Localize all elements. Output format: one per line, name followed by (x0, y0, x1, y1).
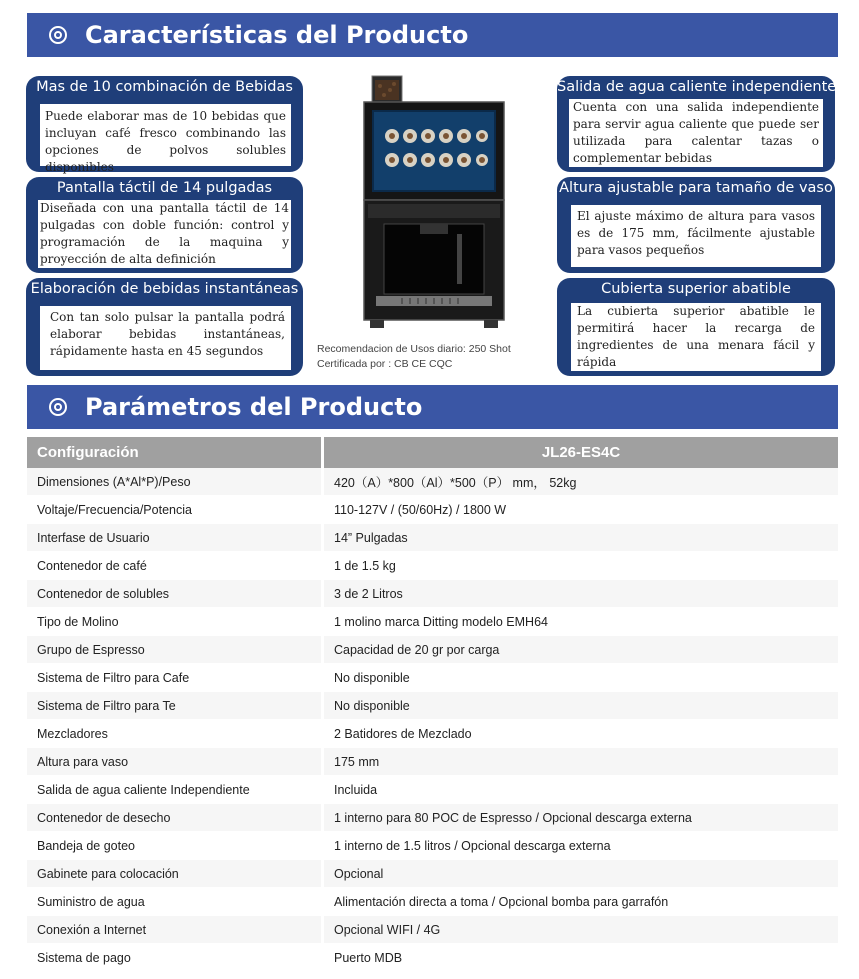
table-row (27, 552, 838, 580)
feature-body: Con tan solo pulsar la pantalla podrá elaborar bebidas instantáneas, rápidamente hasta en 45 segundos (40, 306, 291, 370)
feature-title: Cubierta superior abatible (601, 281, 791, 297)
param-value: 3 de 2 Litros (323, 580, 839, 608)
param-value: Puerto MDB (323, 944, 839, 972)
coffee-machine-icon (362, 74, 506, 330)
table-row (27, 608, 838, 636)
param-value: 1 molino marca Ditting modelo EMH64 (323, 608, 839, 636)
param-label: Interfase de Usuario (27, 524, 323, 552)
param-value: 175 mm (323, 748, 839, 776)
param-value: 1 interno de 1.5 litros / Opcional descarga externa (323, 832, 839, 860)
header-model: JL26-ES4C (323, 437, 839, 468)
param-label: Gabinete para colocación (27, 860, 323, 888)
feature-title: Mas de 10 combinación de Bebidas (36, 79, 293, 95)
feature-card-bebidas (26, 76, 303, 172)
target-icon (49, 398, 67, 416)
table-header-row (27, 437, 838, 468)
param-value: No disponible (323, 692, 839, 720)
param-label: Salida de agua caliente Independiente (27, 776, 323, 804)
param-value: Incluida (323, 776, 839, 804)
table-row (27, 580, 838, 608)
param-label: Suministro de agua (27, 888, 323, 916)
param-label: Sistema de pago (27, 944, 323, 972)
table-row (27, 776, 838, 804)
param-value: 14” Pulgadas (323, 524, 839, 552)
param-label: Contenedor de desecho (27, 804, 323, 832)
table-row (27, 720, 838, 748)
table-body (27, 468, 838, 972)
feature-body: El ajuste máximo de altura para vasos es de 175 mm, fácilmente ajustable para vasos pequeños (571, 205, 821, 267)
feature-card-agua-caliente (557, 76, 835, 172)
feature-body: La cubierta superior abatible le permitirá hacer la recarga de ingredientes de una menara fácil y rápida (571, 303, 821, 371)
feature-title: Altura ajustable para tamaño de vaso (559, 180, 833, 196)
feature-card-altura (557, 177, 835, 273)
table-row (27, 496, 838, 524)
param-label: Voltaje/Frecuencia/Potencia (27, 496, 323, 524)
feature-card-pantalla (26, 177, 303, 273)
param-label: Mezcladores (27, 720, 323, 748)
param-label: Altura para vaso (27, 748, 323, 776)
section-banner-parametros (27, 385, 838, 429)
param-value: 1 interno para 80 POC de Espresso / Opcional descarga externa (323, 804, 839, 832)
feature-title: Pantalla táctil de 14 pulgadas (56, 180, 273, 196)
param-label: Bandeja de goteo (27, 832, 323, 860)
table-row (27, 524, 838, 552)
section-banner-caracteristicas (27, 13, 838, 57)
param-value: No disponible (323, 664, 839, 692)
table-row (27, 804, 838, 832)
param-value: Alimentación directa a toma / Opcional bomba para garrafón (323, 888, 839, 916)
param-label: Sistema de Filtro para Cafe (27, 664, 323, 692)
param-label: Grupo de Espresso (27, 636, 323, 664)
param-label: Conexión a Internet (27, 916, 323, 944)
product-caption (317, 342, 511, 372)
table-row (27, 944, 838, 972)
table-row (27, 468, 838, 496)
caption-certification: Certificada por : CB CE CQC (317, 358, 453, 370)
table-row (27, 748, 838, 776)
section-title: Características del Producto (85, 21, 469, 49)
feature-card-cubierta (557, 278, 835, 376)
table-row (27, 832, 838, 860)
table-row (27, 664, 838, 692)
param-value: 1 de 1.5 kg (323, 552, 839, 580)
table-row (27, 860, 838, 888)
header-configuracion: Configuración (27, 437, 323, 468)
feature-card-instantaneas (26, 278, 303, 376)
feature-title: Salida de agua caliente independiente (557, 79, 837, 95)
param-label: Tipo de Molino (27, 608, 323, 636)
param-value: Opcional WIFI / 4G (323, 916, 839, 944)
param-label: Contenedor de café (27, 552, 323, 580)
feature-body: Puede elaborar mas de 10 bebidas que incluyan café fresco combinando las opciones de polvos solubles disponibles (40, 104, 291, 166)
feature-body: Diseñada con una pantalla táctil de 14 pulgadas con doble función: control y programación de la maquina y proyección de alta definición (40, 201, 289, 266)
section-title: Parámetros del Producto (85, 393, 423, 421)
table-row (27, 888, 838, 916)
coffee-machine-image (362, 74, 506, 330)
table-row (27, 692, 838, 720)
param-label: Sistema de Filtro para Te (27, 692, 323, 720)
table-row (27, 916, 838, 944)
caption-usage: Recomendacion de Usos diario: 250 Shot (317, 343, 511, 355)
param-label: Dimensiones (A*Al*P)/Peso (27, 468, 323, 496)
param-value: Opcional (323, 860, 839, 888)
table-row (27, 636, 838, 664)
param-value: 420（A）*800（Al）*500（P） mm， 52kg (323, 468, 839, 496)
feature-title: Elaboración de bebidas instantáneas (30, 281, 299, 297)
param-label: Contenedor de solubles (27, 580, 323, 608)
feature-body: Cuenta con una salida independiente para servir agua caliente que puede ser utilizada para calentar tazas o complementar bebidas (569, 99, 823, 167)
param-value: Capacidad de 20 gr por carga (323, 636, 839, 664)
param-value: 110-127V / (50/60Hz) / 1800 W (323, 496, 839, 524)
param-value: 2 Batidores de Mezclado (323, 720, 839, 748)
target-icon (49, 26, 67, 44)
parameters-table (27, 437, 838, 972)
